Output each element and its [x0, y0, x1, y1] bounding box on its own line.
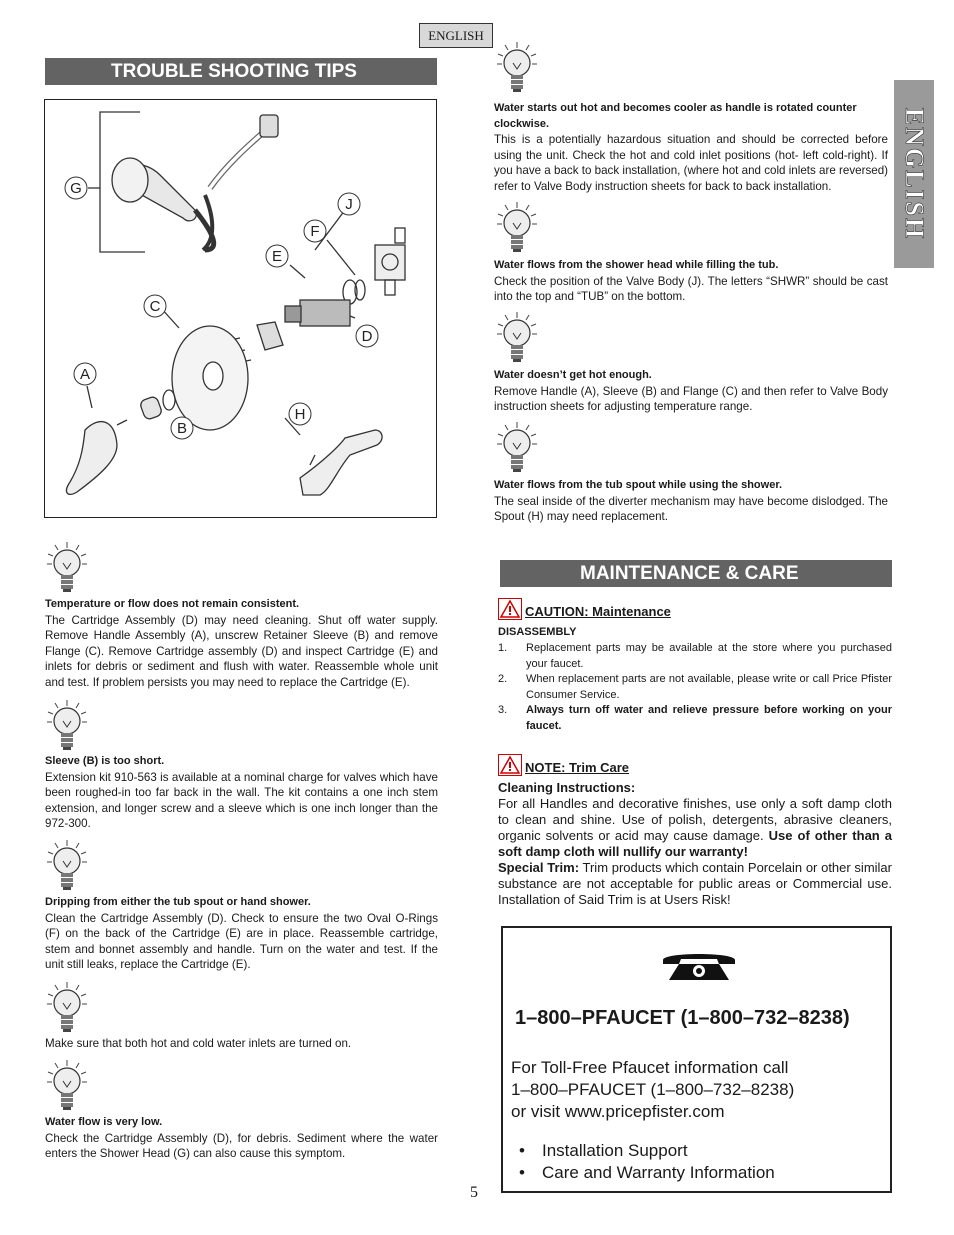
step-number: 1.: [498, 642, 508, 654]
support-item-text: Care and Warranty Information: [542, 1163, 775, 1182]
warning-triangle-icon: [498, 598, 522, 620]
info-line-2: 1–800–PFAUCET (1–800–732–8238): [511, 1080, 795, 1099]
info-line-1: For Toll-Free Pfaucet information call: [511, 1058, 789, 1077]
cleaning-text: For all Handles and decorative finishes, use only a soft damp cloth to clean and shine. Use of polish, detergents, abrasive cleaners, organic solvents or acid may cause damage.: [498, 796, 892, 843]
svg-text:C: C: [149, 298, 161, 315]
disassembly-steps: [498, 641, 892, 735]
lightbulb-icon: [496, 200, 538, 254]
lightbulb-icon: [496, 310, 538, 364]
step-item: [498, 672, 892, 703]
tip-heading: Water doesn’t get hot enough.: [494, 369, 652, 381]
warning-triangle-icon: [498, 754, 522, 776]
tip-body: Check the position of the Valve Body (J). The letters “SHWR” should be cast into the top and “TUB” on the bottom.: [494, 274, 888, 304]
diagram-label-h: [289, 403, 311, 425]
diagram-label-g: [65, 177, 87, 199]
step-number: 2.: [498, 673, 508, 686]
caution-label: CAUTION: Maintenance: [525, 604, 671, 619]
tip-shower-while-filling: [494, 258, 888, 305]
info-line-3: or visit www.pricepfister.com: [511, 1102, 725, 1121]
tip-heading: Temperature or flow does not remain consistent.: [45, 598, 300, 610]
diagram-label-a: [74, 363, 96, 385]
lightbulb-icon: [46, 980, 88, 1034]
step-number: 3.: [498, 704, 508, 717]
tip-body: This is a potentially hazardous situation and should be corrected before using the unit. Check the hot and cold inlet positions (hot- left cold-right). If you have a back to back installation, (where hot and cold inlets are reversed) refer to Valve Body instruction sheets for back to back installation.: [494, 133, 888, 193]
tip-heading: Dripping from either the tub spout or hand shower.: [45, 896, 311, 908]
lightbulb-icon: [46, 838, 88, 892]
svg-text:D: D: [361, 328, 373, 345]
diagram-label-c: [144, 295, 166, 317]
tip-tub-spout-leak: [494, 478, 888, 525]
diagram-label-d: [356, 325, 378, 347]
lightbulb-icon: [46, 1058, 88, 1112]
tip-body: Check the Cartridge Assembly (D), for debris. Sediment where the water enters the Shower Head (G) can also cause this symptom.: [45, 1131, 438, 1161]
parts-diagram-drawing: [45, 100, 436, 517]
tip-body: Clean the Cartridge Assembly (D). Check to ensure the two Oval O-Rings (F) on the back of the Cartridge (E) are in place. Reassemble cartridge, stem and bonnet assembly and handle. Turn on the water and test. If the unit still leaks, replace the Cartridge (E).: [45, 911, 438, 972]
tip-body: The seal inside of the diverter mechanism may have become dislodged. The Spout (H) may need replacement.: [494, 494, 888, 524]
note-heading: [498, 754, 892, 776]
step-text: When replacement parts are not available, please write or call Price Pfister Consumer Service.: [526, 673, 892, 701]
svg-text:E: E: [271, 248, 283, 265]
support-item-text: Installation Support: [542, 1141, 688, 1160]
lightbulb-icon: [46, 540, 88, 594]
diagram-label-f: [304, 220, 326, 242]
tip-heading: Water flows from the tub spout while using the shower.: [494, 479, 783, 491]
contact-info: [511, 1057, 794, 1123]
side-tab-text: ENGLISH: [900, 107, 929, 241]
cleaning-label: Cleaning Instructions:: [498, 780, 636, 795]
page-number: 5: [470, 1184, 478, 1201]
cleaning-warning: Use of other than a soft damp cloth will nullify our warranty!: [498, 828, 892, 859]
exploded-parts-diagram: [44, 99, 437, 518]
maintenance-title: MAINTENANCE & CARE: [500, 560, 892, 587]
cleaning-paragraph: [498, 796, 892, 860]
language-label: ENGLISH: [419, 23, 493, 48]
tip-low-flow: [45, 1115, 438, 1162]
diagram-label-j: [338, 193, 360, 215]
svg-text:F: F: [310, 223, 320, 240]
svg-text:H: H: [294, 406, 306, 423]
tip-sleeve-short: [45, 754, 438, 832]
step-text: Replacement parts may be available at the store where you purchased your faucet.: [526, 642, 892, 670]
tip-inlets: [45, 1036, 438, 1052]
support-item: • Care and Warranty Information: [519, 1163, 775, 1182]
note-label: NOTE: Trim Care: [525, 760, 630, 775]
lightbulb-icon: [496, 40, 538, 94]
side-language-tab: [894, 80, 934, 268]
troubleshooting-title: TROUBLE SHOOTING TIPS: [45, 58, 437, 85]
svg-text:A: A: [79, 366, 91, 383]
lightbulb-icon: [496, 420, 538, 474]
tip-temperature: [45, 597, 438, 691]
tip-heading: Water starts out hot and becomes cooler as handle is rotated counter clockwise.: [494, 102, 857, 130]
step-item: [498, 703, 892, 734]
support-item: • Installation Support: [519, 1141, 688, 1160]
tip-heading: Water flows from the shower head while filling the tub.: [494, 259, 779, 271]
diagram-label-b: [171, 417, 193, 439]
svg-text:B: B: [176, 420, 188, 437]
special-trim-label: Special Trim:: [498, 860, 580, 875]
tip-heading: Water flow is very low.: [45, 1116, 163, 1128]
tip-not-hot: [494, 368, 888, 415]
svg-text:G: G: [70, 180, 82, 197]
telephone-icon: [661, 950, 737, 982]
step-item: [498, 641, 892, 672]
tip-body: The Cartridge Assembly (D) may need cleaning. Shut off water supply. Remove Handle Assembly (A), unscrew Retainer Sleeve (B) and remove Flange (C). Remove Cartridge assembly (D) and inspect Cartridge (E) and inlets for debris or sediment and flush with water. Reassemble whole unit and test. If problem persists you may need to replace the Cartridge (E).: [45, 613, 438, 689]
special-trim-text: Trim products which contain Porcelain or other similar substance are not acceptable for public areas or Commercial use. Installation of Said Trim is at Users Risk!: [498, 860, 892, 907]
tip-body: Remove Handle (A), Sleeve (B) and Flange (C) and then refer to Valve Body instruction sheets for adjusting temperature range.: [494, 384, 888, 414]
tip-body: Extension kit 910-563 is available at a nominal charge for valves which have been roughed-in too far back in the wall. The kit contains a one inch stem extension, and longer screw and a sleeve which is one inch longer than the 972-300.: [45, 770, 438, 831]
trim-care-text: [498, 780, 892, 908]
phone-number-heading: 1–800–PFAUCET (1–800–732–8238): [515, 1007, 850, 1029]
step-text: Always turn off water and relieve pressure before working on your faucet.: [526, 704, 892, 732]
caution-heading: [498, 598, 892, 620]
tip-dripping: [45, 895, 438, 973]
tip-body: Make sure that both hot and cold water inlets are turned on.: [45, 1037, 352, 1050]
diagram-label-e: [266, 245, 288, 267]
svg-text:J: J: [345, 196, 353, 213]
disassembly-label: DISASSEMBLY: [498, 626, 577, 638]
special-trim-paragraph: [498, 860, 892, 908]
tip-hot-to-cool: [494, 101, 888, 195]
lightbulb-icon: [46, 698, 88, 752]
tip-heading: Sleeve (B) is too short.: [45, 755, 165, 767]
support-list: [519, 1140, 775, 1184]
contact-box: [501, 926, 892, 1193]
